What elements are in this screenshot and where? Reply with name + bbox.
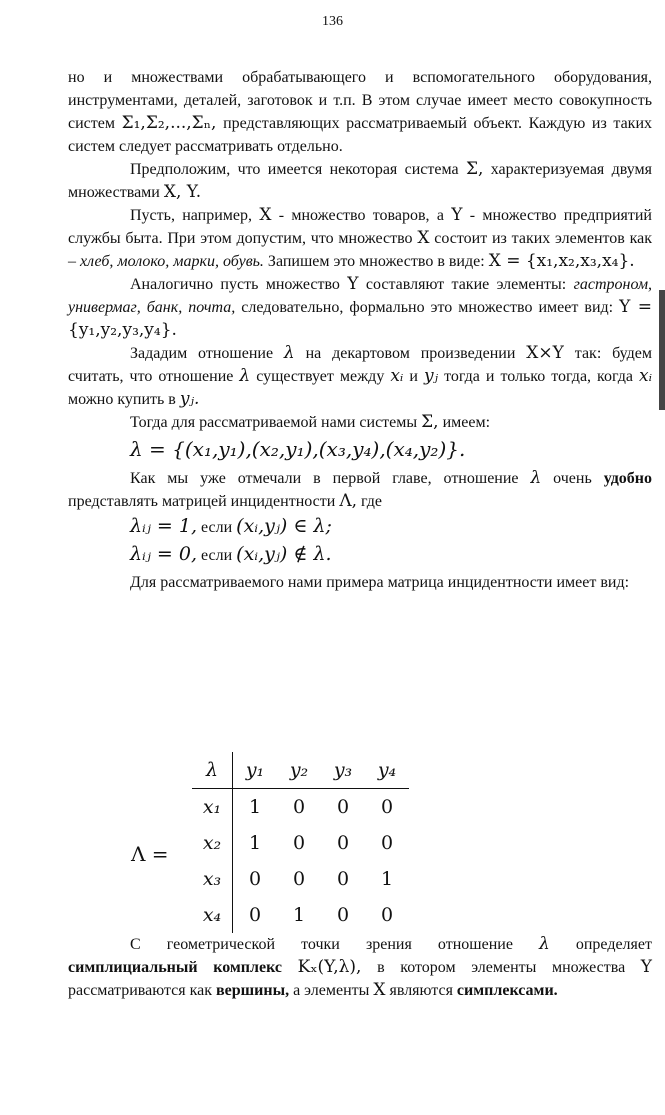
paragraph-5: Зададим отношение λ на декартовом произведении X×Y так: будем считать, что отношение λ существует между xᵢ и yⱼ тогда и только тогда, когда xᵢ можно купить в yⱼ. [68,343,653,409]
body-text-bottom [68,933,652,1002]
matrix-cell: 0 [292,796,306,818]
matrix-label: Λ = [131,842,169,866]
incidence-matrix [192,752,409,933]
matrix-cell: 1 [248,832,262,854]
matrix-cell: 0 [292,832,306,854]
matrix-row-header: x₃ [192,861,233,897]
matrix-row [192,861,409,897]
matrix-cell: 0 [336,868,350,890]
matrix-col-header: y₃ [321,752,365,789]
paragraph-8: Для рассматриваемого нами примера матрица инцидентности имеет вид: [130,574,630,591]
matrix-row-header: x₁ [192,789,233,826]
matrix-row [192,789,409,826]
matrix-cell: 0 [336,796,350,818]
paragraph-4: Аналогично пусть множество Y составляют такие элементы: гастроном, универмаг, банк, почта, следовательно, формально это множество имеет вид: Y = {y₁,y₂,y₃,y₄}. [68,274,653,340]
page-number: 136 [322,14,343,29]
matrix-col-header: y₄ [365,752,409,789]
matrix-header-row [192,752,409,789]
paragraph-2: Предположим, что имеется некоторая система Σ, характеризуемая двумя множествами X, Y. [68,159,653,202]
paragraph-9: С геометрической точки зрения отношение λ определяет симплициальный комплекс Kₓ(Y,λ), в котором элементы множества Y рассматриваются как вершины, а элементы X являются симплексами. [68,934,653,1000]
matrix-cell: 0 [248,868,262,890]
matrix-cell: 1 [292,904,306,926]
matrix-cell: 0 [336,904,350,926]
matrix-row-header: x₄ [192,897,233,933]
matrix-col-header: y₂ [277,752,321,789]
matrix-row-header: x₂ [192,825,233,861]
matrix-cell: 1 [380,868,394,890]
body-text-top [68,66,652,594]
paragraph-7: Как мы уже отмечали в первой главе, отношение λ очень удобно представлять матрицей инцидентности Λ, где [68,468,653,511]
matrix-cell: 0 [380,832,394,854]
matrix-cell: 1 [248,796,262,818]
paragraph-1: но и множествами обрабатывающего и вспомогательного оборудования, инструментами, деталей, заготовок и т.п. В этом случае имеет место совокупность систем Σ₁,Σ₂,...,Σₙ, представляющих рассматриваемый объект. Каждую из таких систем следует рассматривать отдельно. [68,69,653,155]
matrix-cell: 0 [292,868,306,890]
matrix-col-header: y₁ [233,752,278,789]
condition-2: λᵢⱼ = 0, если (xᵢ,yⱼ) ∉ λ. [130,543,332,565]
lambda-formula: λ = {(x₁,y₁),(x₂,y₁),(x₃,y₄),(x₄,y₂)}. [130,437,466,461]
matrix-row [192,897,409,933]
matrix-cell: 0 [380,796,394,818]
paragraph-3: Пусть, например, X - множество товаров, а Y - множество предприятий службы быта. При этом допустим, что множество X состоит из таких элементов как – хлеб, молоко, марки, обувь. Запишем это множество в виде: X = {x₁,x₂,x₃,x₄}. [68,205,653,271]
matrix-row [192,825,409,861]
condition-1: λᵢⱼ = 1, если (xᵢ,yⱼ) ∈ λ; [130,515,332,537]
scan-edge-mark [659,290,665,410]
matrix-cell: 0 [336,832,350,854]
matrix-cell: 0 [380,904,394,926]
matrix-cell: 0 [248,904,262,926]
matrix-corner: λ [192,752,233,789]
paragraph-6: Тогда для рассматриваемой нами системы Σ, имеем: [130,412,491,432]
